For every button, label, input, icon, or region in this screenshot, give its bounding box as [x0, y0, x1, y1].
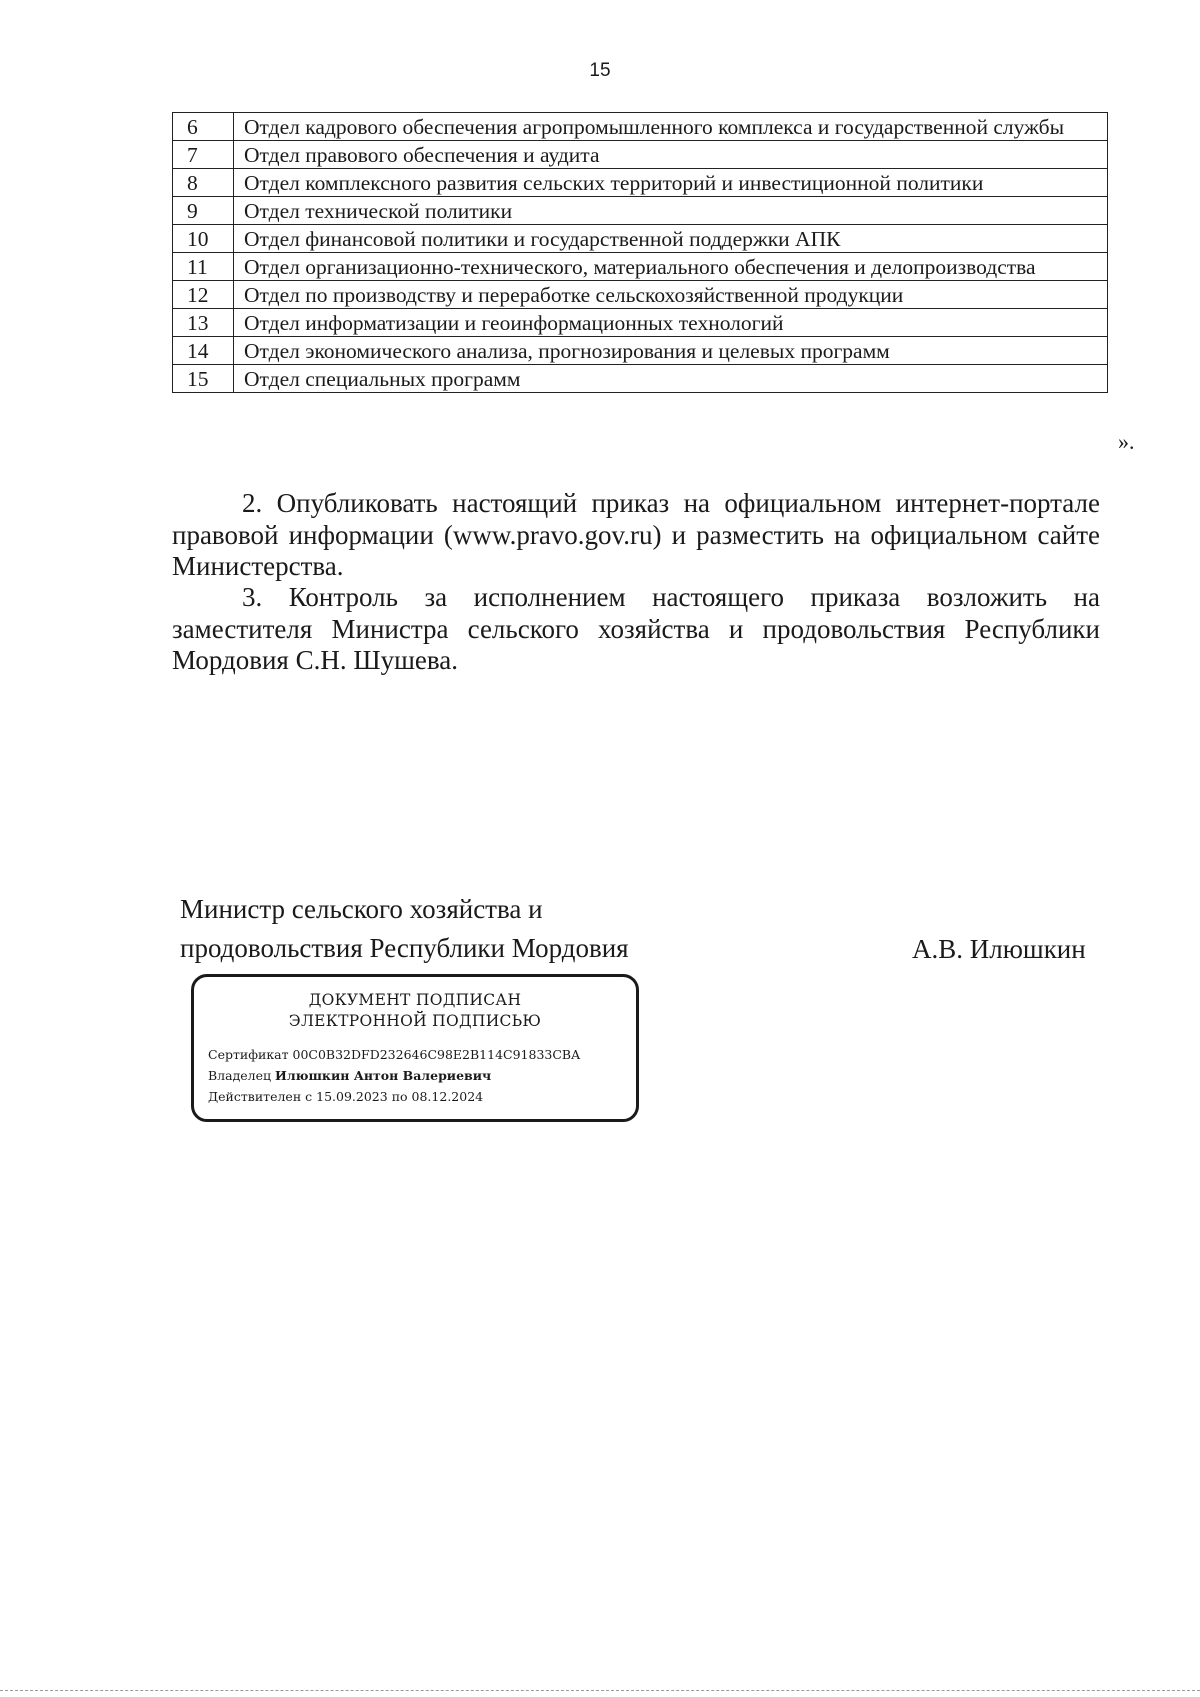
- table-row: [173, 309, 1108, 337]
- scan-edge-line: [0, 1690, 1200, 1691]
- stamp-title-line: ЭЛЕКТРОННОЙ ПОДПИСЬЮ: [288, 1012, 542, 1030]
- position-line: продовольствия Республики Мордовия: [180, 933, 629, 963]
- table-row: [173, 113, 1108, 141]
- table-row: [173, 225, 1108, 253]
- table-row: [173, 141, 1108, 169]
- row-text: Отдел финансовой политики и государственной поддержки АПК: [234, 225, 1108, 253]
- departments-table: [172, 112, 1108, 393]
- valid-to: 08.12.2024: [411, 1089, 484, 1104]
- row-number: 10: [173, 225, 234, 253]
- row-number: 6: [173, 113, 234, 141]
- signatory-position: [180, 890, 629, 968]
- table-row: [173, 281, 1108, 309]
- table-row: [173, 337, 1108, 365]
- row-text: Отдел технической политики: [234, 197, 1108, 225]
- owner-label: Владелец: [208, 1068, 272, 1083]
- table-row: [173, 197, 1108, 225]
- certificate-value: 00C0B32DFD232646C98E2B114C91833CBA: [292, 1047, 581, 1062]
- row-number: 14: [173, 337, 234, 365]
- row-text: Отдел кадрового обеспечения агропромышленного комплекса и государственной службы: [234, 113, 1108, 141]
- stamp-validity: [208, 1086, 636, 1107]
- row-text: Отдел организационно-технического, материального обеспечения и делопроизводства: [234, 253, 1108, 281]
- table-row: [173, 253, 1108, 281]
- stamp-title: [194, 990, 636, 1032]
- valid-from: 15.09.2023: [316, 1089, 388, 1104]
- row-number: 15: [173, 365, 234, 393]
- closing-quote: ».: [1118, 429, 1135, 454]
- position-line: Министр сельского хозяйства и: [180, 894, 543, 924]
- row-text: Отдел комплексного развития сельских территорий и инвестиционной политики: [234, 169, 1108, 197]
- row-number: 13: [173, 309, 234, 337]
- stamp-title-line: ДОКУМЕНТ ПОДПИСАН: [308, 991, 522, 1009]
- row-text: Отдел специальных программ: [234, 365, 1108, 393]
- row-text: Отдел правового обеспечения и аудита: [234, 141, 1108, 169]
- valid-to-label: по: [391, 1089, 408, 1104]
- table-row: [173, 169, 1108, 197]
- row-text: Отдел информатизации и геоинформационных технологий: [234, 309, 1108, 337]
- table-row: [173, 365, 1108, 393]
- stamp-owner: [208, 1065, 636, 1086]
- row-number: 7: [173, 141, 234, 169]
- page-number: 15: [589, 60, 611, 81]
- row-number: 8: [173, 169, 234, 197]
- row-number: 9: [173, 197, 234, 225]
- stamp-certificate: [208, 1044, 636, 1065]
- paragraph-control: 3. Контроль за исполнением настоящего приказа возложить на заместителя Министра сельского хозяйства и продовольствия Республики Мордовия С.Н. Шушева.: [172, 582, 1100, 675]
- row-text: Отдел по производству и переработке сельскохозяйственной продукции: [234, 281, 1108, 309]
- row-text: Отдел экономического анализа, прогнозирования и целевых программ: [234, 337, 1108, 365]
- stamp-details: [194, 1044, 636, 1107]
- certificate-label: Сертификат: [208, 1047, 289, 1062]
- row-number: 12: [173, 281, 234, 309]
- e-signature-stamp: [191, 974, 639, 1122]
- row-number: 11: [173, 253, 234, 281]
- signatory-name: А.В. Илюшкин: [912, 934, 1086, 964]
- owner-value: Илюшкин Антон Валериевич: [275, 1068, 492, 1083]
- paragraph-publish: 2. Опубликовать настоящий приказ на официальном интернет-портале правовой информации (www.pravo.gov.ru) и разместить на официальном сайте Министерства.: [172, 488, 1100, 581]
- valid-label: Действителен с: [208, 1089, 313, 1104]
